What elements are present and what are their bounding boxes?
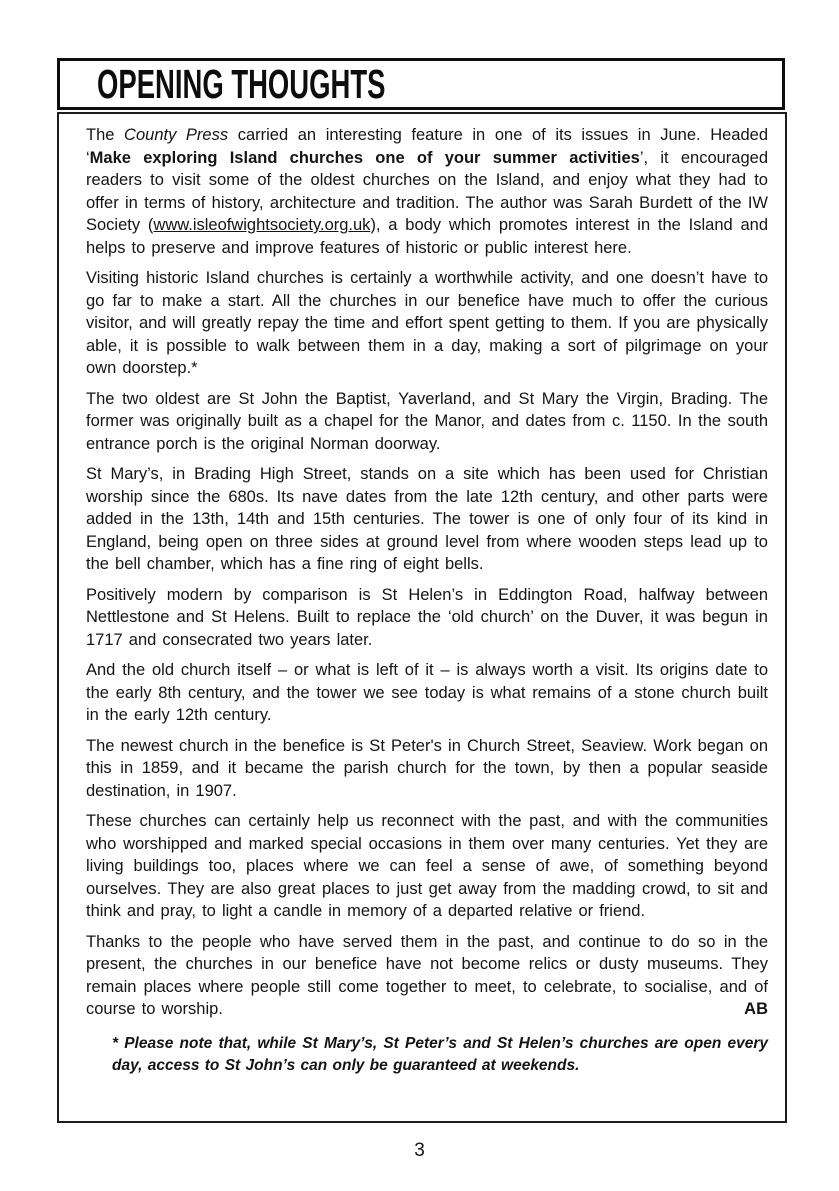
- paragraph: [86, 124, 768, 259]
- paragraph: [86, 388, 768, 456]
- body-text: The two oldest are St John the Baptist, Yaverland, and St Mary the Virgin, Brading. The former was originally built as a chapel for the Manor, and dates from c. 1150. In the south entrance porch is the original Norman doorway.: [86, 389, 768, 453]
- body-text: And the old church itself – or what is left of it – is always worth a visit. Its origins date to the early 8th century, and the tower we see today is what remains of a stone church built in the early 12th century.: [86, 661, 768, 724]
- society-url-link[interactable]: www.isleofwightsociety.org.uk: [153, 216, 371, 234]
- paragraph: [86, 931, 768, 1021]
- section-header: [57, 58, 785, 110]
- body-text: ), a body which promotes interest in the Island and helps to preserve and improve features of historic or public interest here.: [86, 216, 768, 257]
- body-text: The: [86, 126, 125, 144]
- paragraph: [86, 463, 768, 576]
- italic-text: County Press: [124, 126, 229, 144]
- bold-text: Make exploring Island churches one of your summer activities: [89, 148, 640, 167]
- article-body: [57, 112, 787, 1123]
- body-text: ’, it encouraged readers to visit some of the oldest churches on the Island, and enjoy what they had to offer in terms of history, architecture and tradition. The author was Sarah Burdett of the IW Society (: [86, 148, 769, 234]
- paragraph: [86, 659, 768, 727]
- section-title: OPENING THOUGHTS: [97, 60, 386, 107]
- body-text: Visiting historic Island churches is certainly a worthwhile activity, and one doesn’t have to go far to make a start. All the churches in our benefice have much to offer the curious visitor, and will greatly repay the time and effort spent getting to them. If you are physically able, it is possible to walk between them in a day, making a sort of pilgrimage on your own doorstep.*: [86, 269, 768, 377]
- body-text: The newest church in the benefice is St Peter's in Church Street, Seaview. Work began on this in 1859, and it became the parish church for the town, by then a popular seaside destination, in 1907.: [86, 736, 768, 800]
- body-text: Thanks to the people who have served them in the past, and continue to do so in the present, the churches in our benefice have not become relics or dusty museums. They remain places where people still come together to meet, to celebrate, to socialise, and of course to worship.: [86, 932, 768, 1018]
- paragraph: [86, 810, 768, 923]
- paragraph: [86, 584, 768, 652]
- author-initials: AB: [744, 1000, 768, 1018]
- body-text: St Mary’s, in Brading High Street, stands on a site which has been used for Christian worship since the 680s. Its nave dates from the late 12th century, and other parts were added in the 13th, 14th and 15th centuries. The tower is one of only four of its kind in England, being open on three sides at ground level from where wooden steps lead up to the bell chamber, which has a fine ring of eight bells.: [86, 465, 768, 573]
- body-text: These churches can certainly help us reconnect with the past, and with the communities who worshipped and marked special occasions in them over many centuries. Yet they are living buildings too, places where we can feel a sense of awe, of something beyond ourselves. They are also great places to just get away from the madding crowd, to sit and think and pray, to light a candle in memory of a departed relative or friend.: [86, 812, 768, 920]
- article-paragraphs: [86, 124, 768, 1021]
- footnote: * Please note that, while St Mary’s, St Peter’s and St Helen’s churches are open every day, access to St John’s can only be guaranteed at weekends.: [112, 1034, 768, 1074]
- paragraph: [86, 735, 768, 803]
- body-text: Positively modern by comparison is St Helen’s in Eddington Road, halfway between Nettlestone and St Helens. Built to replace the ‘old church’ on the Duver, it was begun in 1717 and consecrated two years later.: [86, 585, 768, 649]
- body-text: carried an interesting feature in one of its issues in June. Headed ‘: [86, 126, 768, 167]
- paragraph: [86, 267, 768, 380]
- page-number: 3: [414, 1140, 425, 1161]
